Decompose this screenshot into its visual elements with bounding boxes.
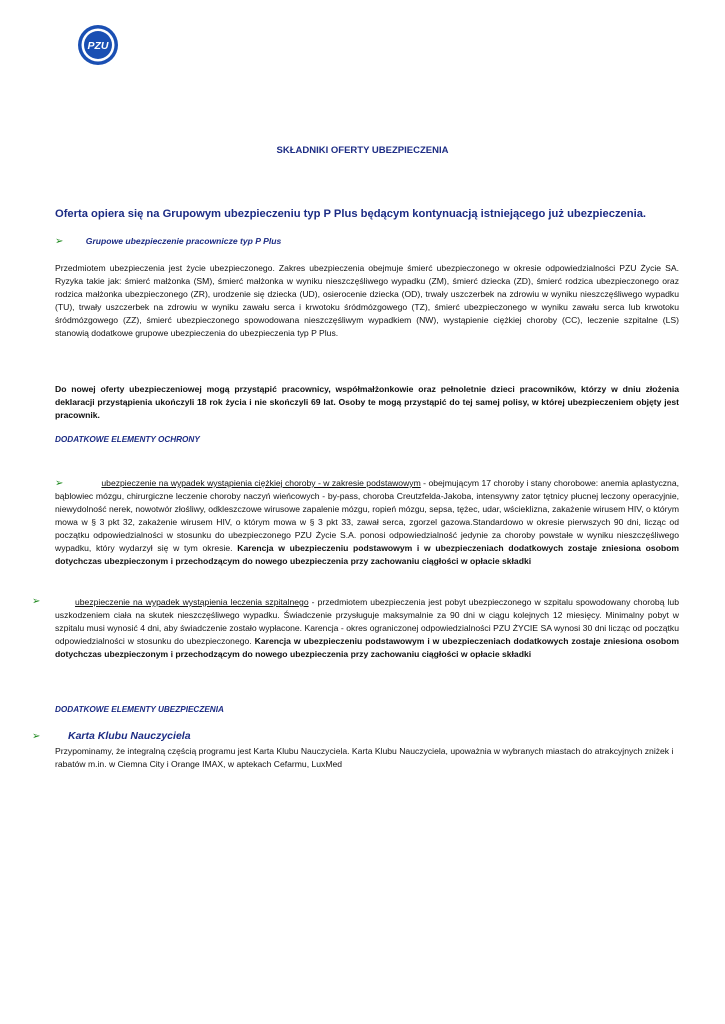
arrow-bullet-icon: ➢ [32,731,41,742]
teacher-card-paragraph: Przypominamy, że integralną częścią programu jest Karta Klubu Nauczyciela. Karta Klubu Nauczyciela, upoważnia w wybranych miastach do atrakcyjnych zniżek i rabatów m.in. w Ciemna City i Orange IMAX, w aptekach Cefarmu, LuxMed [55,746,674,769]
coverage-paragraph: Przedmiotem ubezpieczenia jest życie ubezpieczonego. Zakres ubezpieczenia obejmuje śmierć ubezpieczonego w okresie odpowiedzialności PZU Życie SA. Ryzyka takie jak: śmierć małżonka (SM), śmierć małżonka w wyniku nieszczęśliwego wypadku (ZM), śmierć dziecka (ZD), śmierć rodzica ubezpieczonego oraz rodzica małżonka ubezpieczonego (ZR), urodzenie się dziecka (UD), osierocenie dziecka (OD), trwały uszczerbek na zdrowiu w wyniku nieszczęśliwego wypadku (TU), trwały uszczerbek na zdrowiu w wyniku zawału serca i krwotoku śródmózgowego (TZ), śmierć ubezpieczonego w wyniku zawału serca lub krwotoku śródmózgowego (ZZ), śmierć ubezpieczonego spowodowana nieszczęśliwym wypadkiem (NW), wystąpienie ciężkiej choroby (CC), leczenie szpitalne (LS) stanowią dodatkowe grupowe ubezpieczenia do ubezpieczenia typ P Plus. [55,263,679,338]
pzu-logo [77,24,119,66]
logo-text: PZU [87,40,109,52]
item-text: - obejmującym 17 choroby i stany chorobowe: anemia aplastyczna, bąblowiec mózgu, chirurgiczne leczenie choroby naczyń wieńcowych - by-pass, choroba Creutzfelda-Jakoba, intensywny zator tętnicy płucnej leczony operacyjnie, niewydolność nerek, nowotwór złośliwy, odkleszczowe wirusowe zapalenie mózgu, ropień mózgu, sepsa, tężec, udar, wścieklizna, zakażenie wirusem HIV, o którym mowa w § 3 pkt 32, zakażenie wirusem HIV, o którym mowa w § 3 pkt 33, zawał serca, zgorzel gazowa.Standardowo w okresie pierwszych 90 dni, licząc od początku odpowiedzialności w stosunku do ubezpieczonego PZU Życie S.A. ponosi odpowiedzialność jedynie za choroby powstałe w wyniku nieszczęśliwego wypadku, który wydarzył się w tym okresie. [55,478,679,553]
intro-heading: Oferta opiera się na Grupowym ubezpieczeniu typ P Plus będącym kontynuacją istniejącego już ubezpieczenia. [55,208,647,220]
section-group-insurance [55,236,281,247]
arrow-bullet-icon: ➢ [55,236,64,247]
item-waiver: Karencja w ubezpieczeniu podstawowym i w ubezpieczeniach dodatkowych zostaje zniesiona osobom dotychczas ubezpieczonym i przechodzącym do nowego ubezpieczenia przy zachowaniu ciągłości w opłacie składki [55,636,679,659]
arrow-bullet-icon: ➢ [55,478,64,489]
item-title: ubezpieczenie na wypadek wystąpienia leczenia szpitalnego [75,597,309,607]
item-text: - przedmiotem ubezpieczenia jest pobyt ubezpieczonego w szpitalu spowodowany chorobą lub uszkodzeniem ciała na skutek nieszczęśliwego wypadku. Świadczenie przysługuje maksymalnie za 90 dni w ciągu kolejnych 12 miesięcy. Minimalny pobyt w szpitalu musi wynosić 4 dni, aby świadczenie zostało wypłacone. Karencja - okres ograniczonej odpowiedzialności PZU ŻYCIE SA wynosi 30 dni licząc od początku odpowiedzialności w stosunku do ubezpieczonego. [55,597,679,646]
section-label: Grupowe ubezpieczenie pracownicze typ P Plus [85,236,282,246]
hospital-item [55,596,679,661]
additional-heading: DODATKOWE ELEMENTY UBEZPIECZENIA [55,705,224,714]
page-title: SKŁADNIKI OFERTY UBEZPIECZENIA [276,145,449,156]
item-title: ubezpieczenie na wypadek wystąpienia ciężkiej choroby - w zakresie podstawowym [101,478,421,488]
teacher-card-label: Karta Klubu Nauczyciela [68,730,191,742]
protection-heading: DODATKOWE ELEMENTY OCHRONY [55,435,200,444]
critical-illness-item [55,477,679,568]
arrow-bullet-icon: ➢ [32,596,41,607]
eligibility-paragraph: Do nowej oferty ubezpieczeniowej mogą przystąpić pracownicy, współmałżonkowie oraz pełnoletnie dzieci pracowników, którzy w dniu złożenia deklaracji przystąpienia ukończyli 18 rok życia i nie skończyli 69 lat. Osoby te mogą przystąpić do tej samej polisy, w której ubezpieczeniem objęty jest pracownik. [55,384,679,420]
item-waiver: Karencja w ubezpieczeniu podstawowym i w ubezpieczeniach dodatkowych zostaje zniesiona osobom dotychczas ubezpieczonym i przechodzącym do nowego ubezpieczenia przy zachowaniu ciągłości w opłacie składki [55,543,680,566]
